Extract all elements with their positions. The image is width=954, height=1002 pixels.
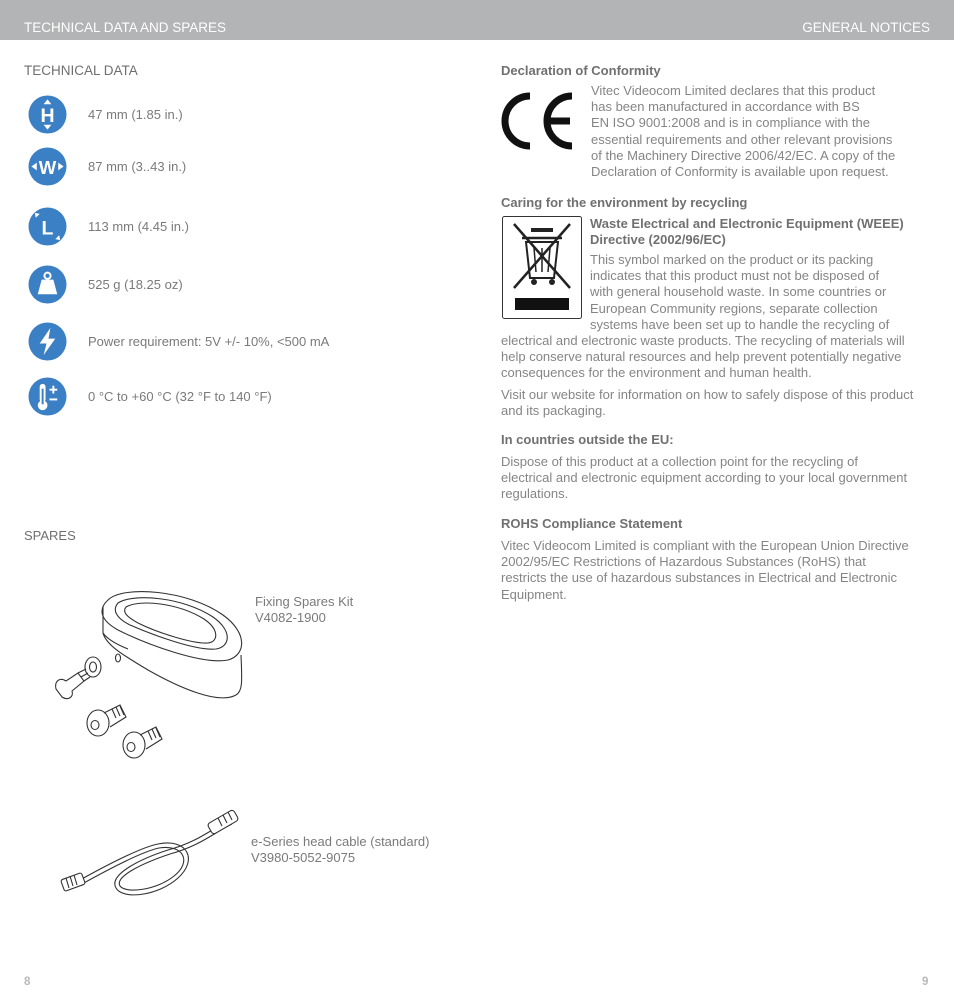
- text-line: regulations.: [501, 486, 569, 502]
- rohs-text: [501, 538, 909, 603]
- length-icon-letter: L: [41, 217, 54, 240]
- spec-length: [28, 207, 448, 247]
- text-line: 2002/95/EC Restrictions of Hazardous Substances (RoHS) that: [501, 554, 866, 570]
- spec-temperature: [28, 377, 448, 417]
- height-icon-letter: H: [40, 104, 55, 127]
- spare-code: V4082-1900: [255, 610, 326, 625]
- text-line: electrical and electronic equipment according to your local government: [501, 470, 908, 486]
- text-line: with general household waste. In some countries or: [590, 284, 887, 300]
- spare-name: Fixing Spares Kit: [255, 594, 354, 609]
- page-number-left: 8: [24, 976, 31, 988]
- weee-text-full: [501, 333, 905, 382]
- text-line: consequences for the environment and human health.: [501, 365, 812, 381]
- spec-height: [28, 95, 448, 135]
- length-icon: [28, 207, 67, 246]
- text-line: Vitec Videocom Limited is compliant with the European Union Directive: [501, 538, 909, 553]
- outside-eu-title: In countries outside the EU:: [501, 432, 674, 447]
- spares-title: SPARES: [24, 528, 76, 543]
- text-line: Declaration of Conformity is available upon request.: [591, 164, 889, 180]
- weee-subtitle: [590, 216, 904, 248]
- text-line: electrical and electronic waste products. The recycling of materials will: [501, 333, 905, 348]
- width-icon: [28, 147, 67, 186]
- spare-item-fixing-kit: [255, 594, 353, 626]
- spec-value: 87 mm (3..43 in.): [88, 159, 187, 174]
- spec-value: 113 mm (4.45 in.): [88, 219, 189, 234]
- rohs-title: ROHS Compliance Statement: [501, 516, 683, 531]
- text-line: Waste Electrical and Electronic Equipment (WEEE): [590, 216, 904, 231]
- spec-power: [28, 322, 448, 362]
- power-icon: [28, 322, 67, 361]
- spare-code: V3980-5052-9075: [251, 850, 356, 865]
- text-line: has been manufactured in accordance with BS: [591, 99, 860, 115]
- spec-weight: [28, 265, 448, 305]
- text-line: of the Machinery Directive 2006/42/EC. A copy of the: [591, 147, 896, 163]
- outside-eu-text: [501, 454, 907, 503]
- spec-value: Power requirement: 5V +/- 10%, <500 mA: [88, 334, 330, 349]
- height-icon: [28, 95, 67, 134]
- text-line: essential requirements and other relevant provisions: [591, 131, 893, 147]
- text-line: Equipment.: [501, 586, 567, 602]
- fixing-kit-illustration: [48, 585, 248, 765]
- page-header: [0, 0, 954, 40]
- text-line: restricts the use of hazardous substances in Electrical and Electronic: [501, 570, 897, 586]
- text-line: EN ISO 9001:2008 and is in compliance with the: [591, 115, 870, 131]
- text-line: Visit our website for information on how to safely dispose of this product: [501, 387, 914, 402]
- text-line: systems have been set up to handle the recycling of: [590, 316, 890, 332]
- declaration-text: [591, 83, 895, 180]
- temperature-icon: [28, 377, 67, 416]
- spare-item-head-cable: [251, 834, 430, 866]
- width-icon-letter: W: [38, 156, 57, 178]
- spare-name: e-Series head cable (standard): [251, 834, 430, 849]
- spec-width: [28, 147, 448, 187]
- text-line: European Community regions, separate collection: [590, 300, 878, 316]
- head-cable-illustration: [58, 808, 248, 903]
- ce-mark-icon: [500, 92, 576, 150]
- weee-text-wrapped: [590, 252, 889, 333]
- text-line: indicates that this product must not be disposed of: [590, 268, 880, 284]
- declaration-title: Declaration of Conformity: [501, 63, 661, 78]
- right-section-title: GENERAL NOTICES: [802, 20, 930, 35]
- visit-website-text: [501, 387, 913, 419]
- technical-data-title: TECHNICAL DATA: [24, 63, 138, 78]
- text-line: Directive (2002/96/EC): [590, 232, 726, 248]
- text-line: and its packaging.: [501, 403, 606, 419]
- recycling-title: Caring for the environment by recycling: [501, 195, 748, 210]
- text-line: This symbol marked on the product or its packing: [590, 252, 874, 267]
- text-line: help conserve natural resources and help prevent potentially negative: [501, 349, 902, 365]
- spec-value: 0 °C to +60 °C (32 °F to 140 °F): [88, 389, 272, 404]
- page-number-right: 9: [922, 976, 929, 988]
- left-section-title: TECHNICAL DATA AND SPARES: [24, 20, 227, 35]
- text-line: Vitec Videocom Limited declares that this product: [591, 83, 876, 98]
- weight-icon: [28, 265, 67, 304]
- spec-value: 47 mm (1.85 in.): [88, 107, 183, 122]
- spec-value: 525 g (18.25 oz): [88, 277, 183, 292]
- text-line: Dispose of this product at a collection point for the recycling of: [501, 454, 858, 469]
- weee-bin-icon: [502, 216, 582, 319]
